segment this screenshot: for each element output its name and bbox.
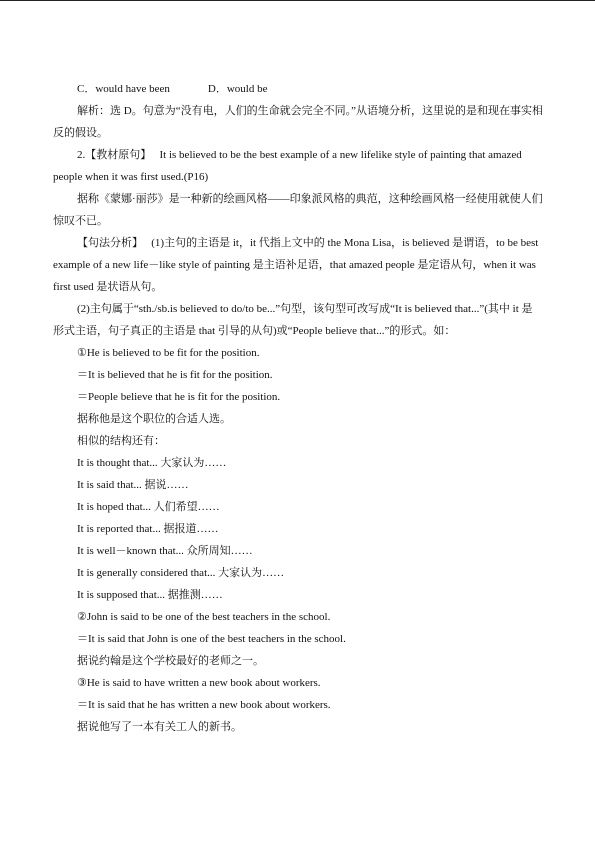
- example-line: It is hoped that... 人们希望……: [77, 501, 220, 513]
- grammar-point-1-text: (1)主句的主语是 it，it 代指上文中的 the Mona Lisa，is believed 是谓语，to be best example of a new life－like style of painting 是主语补足语，that amazed people 是定语从句，when it was first used 是状语从句。: [53, 237, 539, 293]
- example-line: It is well－known that... 众所周知……: [77, 545, 253, 557]
- answer-options: [53, 78, 543, 100]
- example-line: ＝People believe that he is fit for the position.: [77, 391, 281, 403]
- example-line: ②John is said to be one of the best teachers in the school.: [77, 611, 331, 623]
- example-line: It is said that... 据说……: [77, 479, 189, 491]
- document-page: [53, 78, 543, 738]
- example-line: ③He is said to have written a new book about workers.: [77, 677, 321, 689]
- example-line: ①He is believed to be fit for the position.: [77, 347, 260, 359]
- analysis-paragraph: 解析：选 D。句意为“没有电，人们的生命就会完全不同。”从语境分析，这里说的是和现在事实相反的假设。: [53, 105, 543, 139]
- example-line: It is reported that... 据报道……: [77, 523, 219, 535]
- example-line: ＝It is said that John is one of the best teachers in the school.: [77, 633, 346, 645]
- grammar-point-2: (2)主句属于“sth./sb.is believed to do/to be...”句型，该句型可改写成“It is believed that...”(其中 it 是形式主语，句子真正的主语是 that 引导的从句)或“People believe that...”的形式。如：: [53, 303, 533, 337]
- item-2-translation: 据称《蒙娜·丽莎》是一种新的绘画风格——印象派风格的典范，这种绘画风格一经使用就使人们惊叹不已。: [53, 193, 543, 227]
- example-line: ＝It is believed that he is fit for the position.: [77, 369, 273, 381]
- example-line: It is generally considered that... 大家认为……: [77, 567, 285, 579]
- example-line: 据说他写了一本有关工人的新书。: [77, 721, 242, 733]
- example-line: 据称他是这个职位的合适人选。: [77, 413, 231, 425]
- item-2-paragraph: [53, 144, 543, 188]
- example-line: ＝It is said that he has written a new book about workers.: [77, 699, 331, 711]
- item-2-sentence: It is believed to be the best example of a new lifelike style of painting that amazed people when it was first used.(P16): [53, 149, 522, 183]
- example-line: 相似的结构还有：: [77, 435, 165, 447]
- example-line: 据说约翰是这个学校最好的老师之一。: [77, 655, 264, 667]
- grammar-tag: 【句法分析】: [77, 237, 143, 249]
- item-2-number: 2.: [77, 149, 86, 161]
- top-border-line: [0, 0, 595, 1]
- grammar-point-1: [53, 232, 543, 298]
- option-c: C．would have been: [77, 83, 170, 95]
- example-line: It is supposed that... 据推测……: [77, 589, 223, 601]
- example-line: It is thought that... 大家认为……: [77, 457, 227, 469]
- item-2-tag: 【教材原句】: [85, 149, 152, 161]
- option-d: D．would be: [207, 83, 268, 95]
